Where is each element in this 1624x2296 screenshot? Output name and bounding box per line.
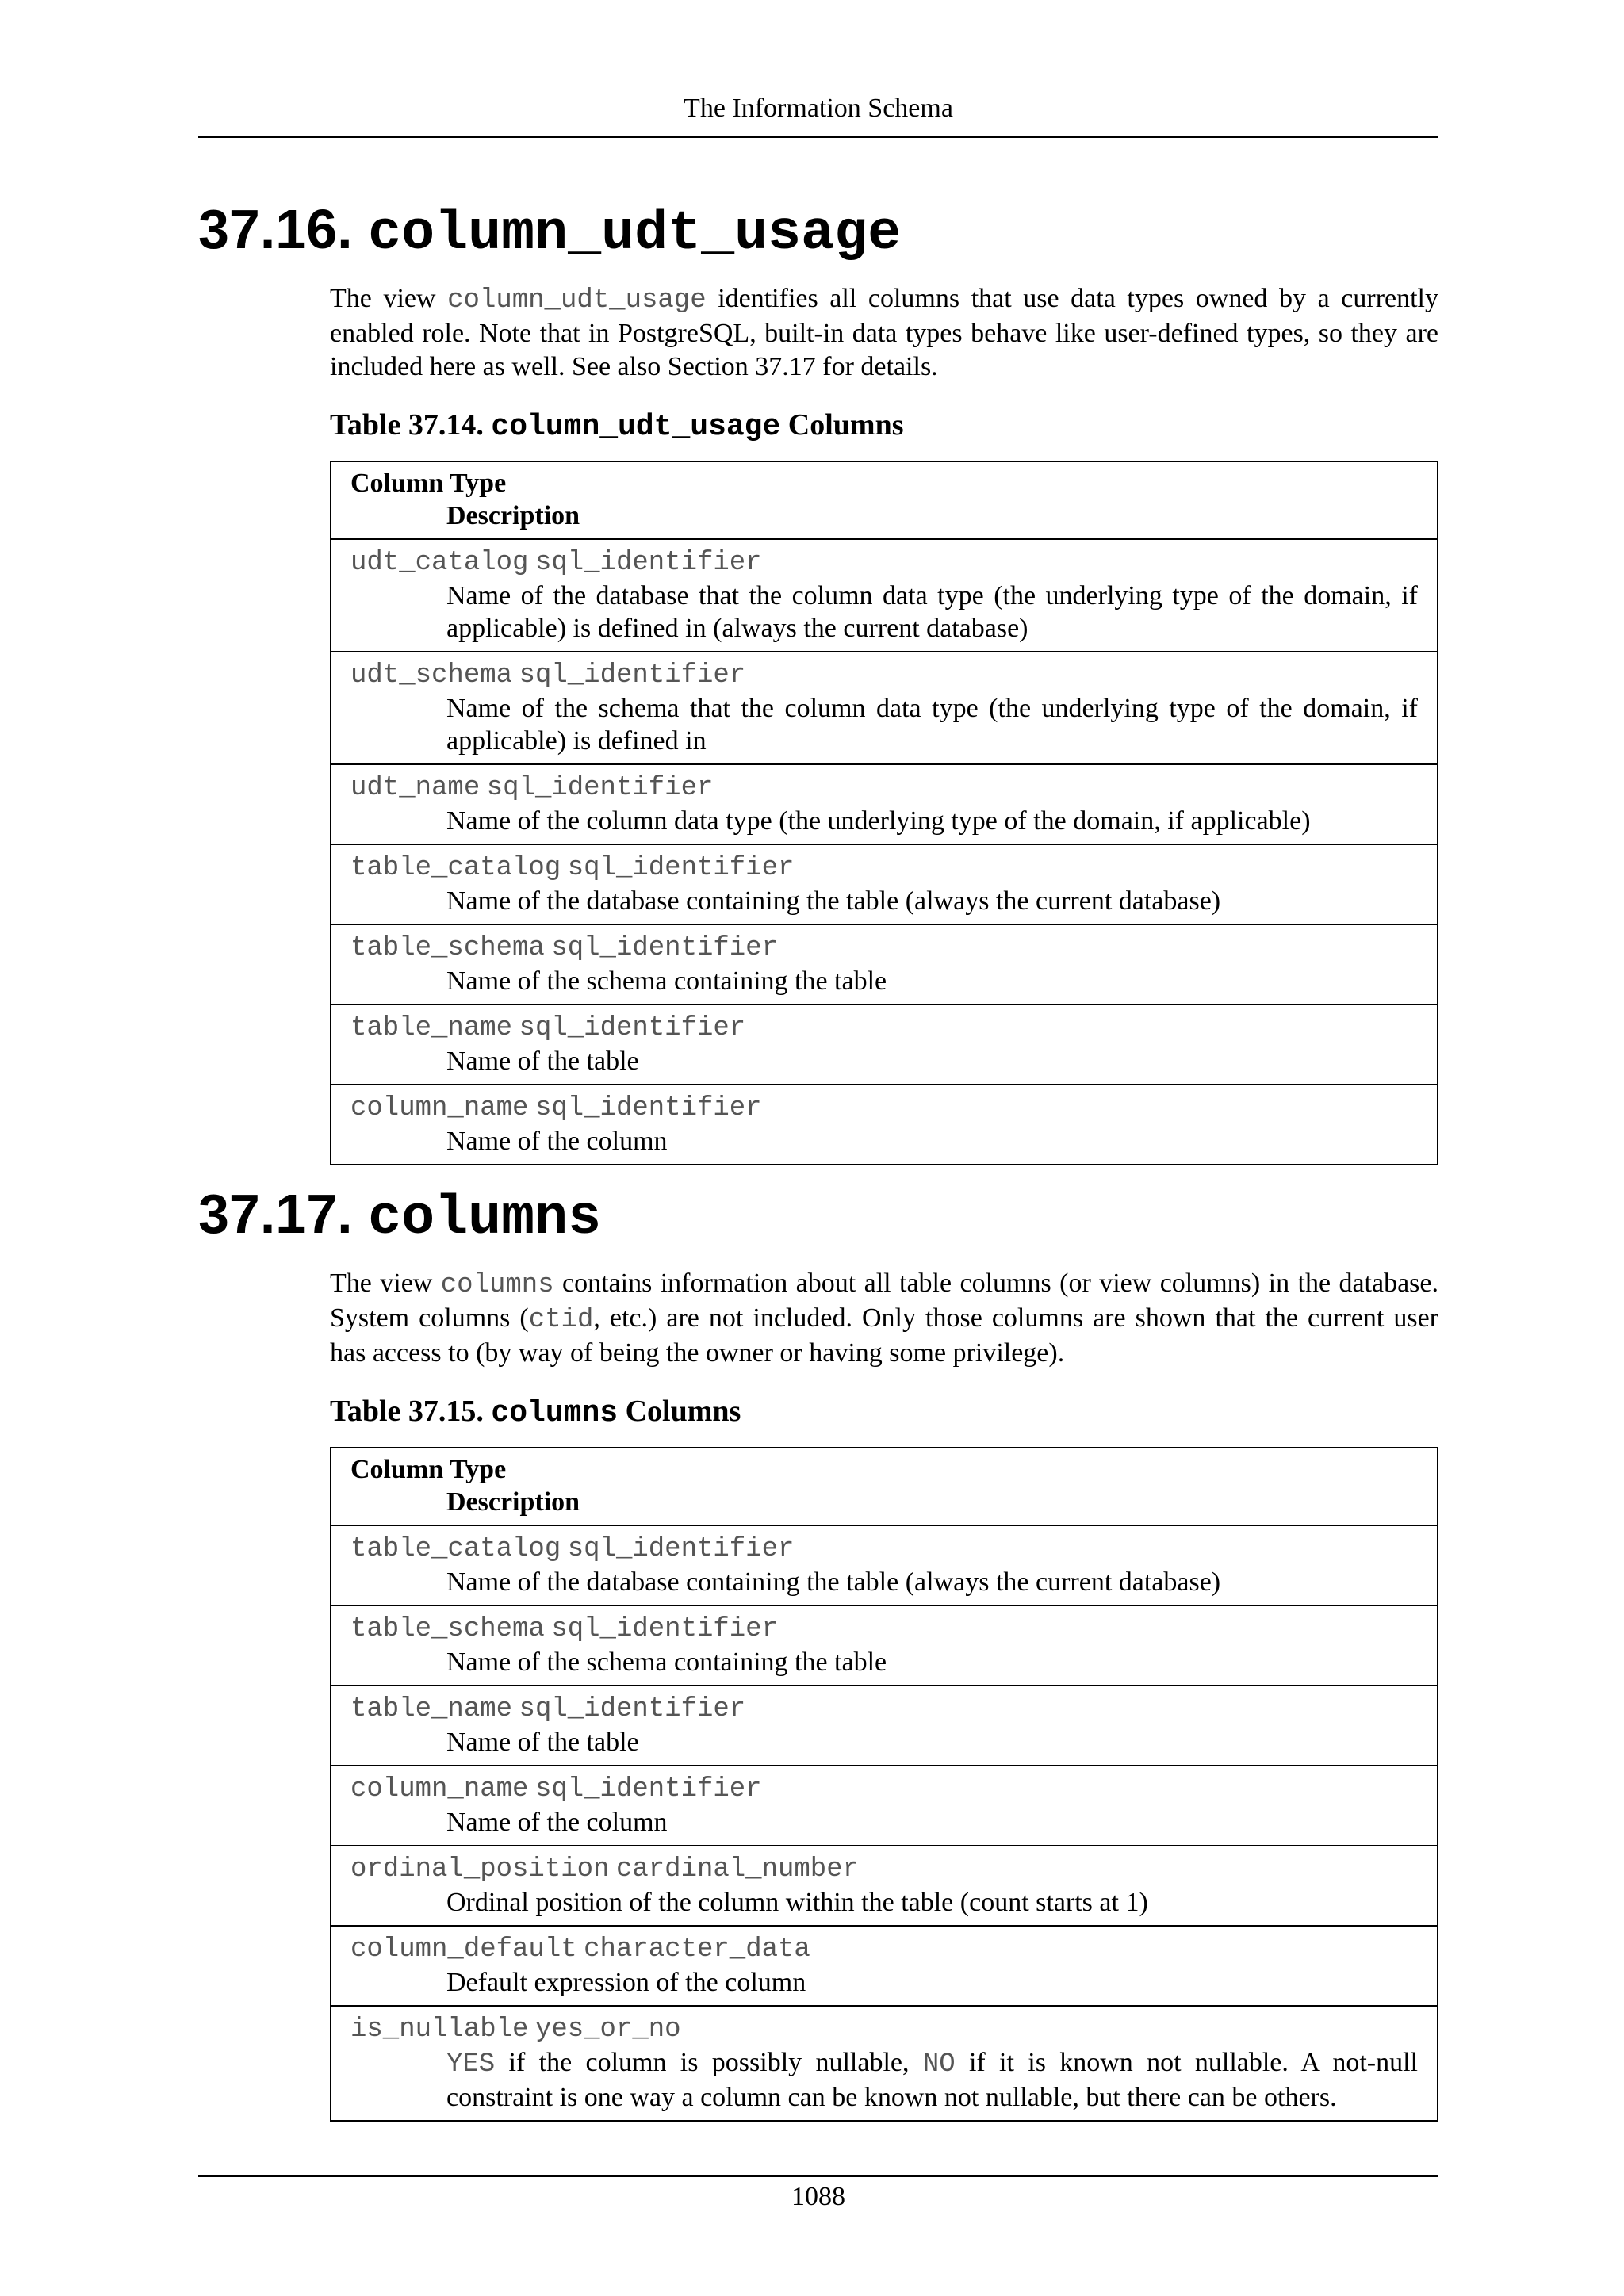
text-run: contains information about all table columns (or view columns) in the database. System columns ( bbox=[330, 1269, 1438, 1333]
column-signature bbox=[350, 930, 1418, 965]
section-number: 37.17. bbox=[198, 1183, 353, 1245]
column-description bbox=[446, 2046, 1418, 2114]
table-cell bbox=[331, 1926, 1438, 2006]
header-rule bbox=[198, 136, 1438, 138]
caption-code: columns bbox=[491, 1396, 619, 1430]
column-description bbox=[446, 692, 1418, 757]
column-name: column_name bbox=[350, 1774, 529, 1804]
section-number: 37.16. bbox=[198, 198, 353, 260]
column-signature bbox=[350, 1771, 1418, 1806]
column-type: cardinal_number bbox=[615, 1854, 860, 1885]
table-cell bbox=[331, 1686, 1438, 1766]
column-type: sql_identifier bbox=[551, 1614, 778, 1644]
column-description bbox=[446, 885, 1418, 917]
text-run: Name of the table bbox=[446, 1047, 639, 1076]
column-description bbox=[446, 1045, 1418, 1077]
text-run: Name of the schema that the column data type (the underlying type of the domain, if applicable) is defined in bbox=[446, 694, 1418, 756]
column-description bbox=[446, 1966, 1418, 1999]
page-number: 1088 bbox=[791, 2182, 845, 2211]
table-row bbox=[331, 1605, 1438, 1686]
text-run: if it is known not nullable. A not-null constraint is one way a column can be known not nullable, but there can be others. bbox=[446, 2048, 1419, 2112]
header-column-type: Column Type bbox=[350, 1455, 507, 1484]
inline-code: ctid bbox=[528, 1305, 594, 1335]
column-name: is_nullable bbox=[350, 2015, 529, 2045]
footer-rule bbox=[198, 2175, 1438, 2177]
column-description bbox=[446, 965, 1418, 997]
text-run: Name of the schema containing the table bbox=[446, 966, 887, 996]
table-row bbox=[331, 1004, 1438, 1085]
column-description bbox=[446, 1646, 1418, 1678]
table-row bbox=[331, 924, 1438, 1004]
column-signature bbox=[350, 1611, 1418, 1646]
caption-prefix: Table 37.14. bbox=[330, 408, 492, 442]
header-description: Description bbox=[446, 1487, 580, 1517]
table-cell bbox=[331, 2006, 1438, 2121]
column-signature bbox=[350, 1090, 1418, 1125]
column-type: sql_identifier bbox=[519, 660, 746, 691]
header-cell bbox=[331, 461, 1438, 539]
section-title bbox=[198, 194, 1438, 270]
text-run: Ordinal position of the column within the table (count starts at 1) bbox=[446, 1888, 1148, 1917]
text-run: if the column is possibly nullable, bbox=[495, 2048, 923, 2077]
table-row bbox=[331, 1085, 1438, 1165]
column-signature bbox=[350, 770, 1418, 805]
table-cell bbox=[331, 652, 1438, 764]
column-signature bbox=[350, 850, 1418, 885]
column-signature bbox=[350, 657, 1418, 692]
column-description bbox=[446, 580, 1418, 645]
column-type: sql_identifier bbox=[567, 1534, 795, 1564]
table-cell bbox=[331, 844, 1438, 924]
column-type: character_data bbox=[584, 1934, 810, 1965]
table-cell bbox=[331, 764, 1438, 844]
column-name: column_default bbox=[350, 1934, 577, 1965]
column-type: sql_identifier bbox=[567, 853, 795, 883]
text-run: identifies all columns that use data types owned by a currently enabled role. Note that in PostgreSQL, built-in data types behave like user-defined types, so they are included here as well. See also Section 37.17 for details. bbox=[330, 284, 1438, 381]
table-cell bbox=[331, 1525, 1438, 1605]
columns-table bbox=[330, 461, 1438, 1165]
text-run: The view bbox=[330, 1269, 441, 1298]
column-signature bbox=[350, 1010, 1418, 1045]
table-row bbox=[331, 652, 1438, 764]
column-name: ordinal_position bbox=[350, 1854, 610, 1885]
table-caption bbox=[330, 1392, 1438, 1433]
text-run: The view bbox=[330, 284, 448, 313]
header-description: Description bbox=[446, 501, 580, 530]
column-name: table_name bbox=[350, 1694, 513, 1724]
text-run: Name of the database containing the table (always the current database) bbox=[446, 1567, 1221, 1597]
table-row bbox=[331, 2006, 1438, 2121]
section-title bbox=[198, 1179, 1438, 1254]
text-run: Name of the database that the column data type (the underlying type of the domain, if applicable) is defined in (always the current database) bbox=[446, 581, 1418, 643]
section-code: column_udt_usage bbox=[368, 203, 902, 266]
column-signature bbox=[350, 1851, 1418, 1886]
column-name: table_catalog bbox=[350, 853, 561, 883]
column-signature bbox=[350, 1691, 1418, 1726]
column-description bbox=[446, 805, 1418, 837]
column-type: sql_identifier bbox=[519, 1694, 746, 1724]
text-run: Name of the column bbox=[446, 1808, 668, 1837]
column-name: table_schema bbox=[350, 1614, 545, 1644]
inline-code: columns bbox=[440, 1270, 554, 1300]
column-signature bbox=[350, 2011, 1418, 2046]
text-run: Name of the schema containing the table bbox=[446, 1647, 887, 1677]
caption-suffix: Columns bbox=[618, 1395, 741, 1428]
column-signature bbox=[350, 1931, 1418, 1966]
table-header-row bbox=[331, 1448, 1438, 1525]
table-row bbox=[331, 1525, 1438, 1605]
table-row bbox=[331, 539, 1438, 652]
table-row bbox=[331, 1686, 1438, 1766]
text-run: Name of the column data type (the underlying type of the domain, if applicable) bbox=[446, 806, 1311, 836]
column-name: table_catalog bbox=[350, 1534, 561, 1564]
table-cell bbox=[331, 924, 1438, 1004]
table-row bbox=[331, 1766, 1438, 1846]
text-run: Default expression of the column bbox=[446, 1968, 806, 1997]
column-description bbox=[446, 1566, 1418, 1598]
caption-prefix: Table 37.15. bbox=[330, 1395, 492, 1428]
text-run: Name of the table bbox=[446, 1728, 639, 1757]
intro-paragraph bbox=[330, 1267, 1438, 1370]
text-run: Name of the column bbox=[446, 1127, 668, 1156]
table-row bbox=[331, 844, 1438, 924]
section-column-udt-usage bbox=[198, 194, 1438, 1165]
intro-paragraph bbox=[330, 282, 1438, 384]
table-row bbox=[331, 1926, 1438, 2006]
table-header-row bbox=[331, 461, 1438, 539]
column-name: table_schema bbox=[350, 933, 545, 963]
column-type: sql_identifier bbox=[486, 773, 714, 803]
running-header: The Information Schema bbox=[684, 94, 953, 123]
column-name: table_name bbox=[350, 1013, 513, 1043]
column-description bbox=[446, 1886, 1418, 1919]
text-run: , etc.) are not included. Only those columns are shown that the current user has access to (by way of being the owner or having some privilege). bbox=[330, 1303, 1438, 1368]
table-cell bbox=[331, 1085, 1438, 1165]
inline-code: NO bbox=[922, 2049, 956, 2080]
column-signature bbox=[350, 1531, 1418, 1566]
columns-table bbox=[330, 1447, 1438, 2122]
column-type: sql_identifier bbox=[534, 1093, 762, 1123]
column-signature bbox=[350, 545, 1418, 580]
table-row bbox=[331, 764, 1438, 844]
header-cell bbox=[331, 1448, 1438, 1525]
column-type: yes_or_no bbox=[534, 2015, 681, 2045]
column-description bbox=[446, 1806, 1418, 1839]
column-description bbox=[446, 1125, 1418, 1158]
column-name: udt_name bbox=[350, 773, 481, 803]
inline-code: YES bbox=[446, 2049, 496, 2080]
column-type: sql_identifier bbox=[551, 933, 778, 963]
table-cell bbox=[331, 1846, 1438, 1926]
column-name: udt_schema bbox=[350, 660, 513, 691]
table-caption bbox=[330, 406, 1438, 446]
caption-code: column_udt_usage bbox=[491, 410, 781, 444]
table-cell bbox=[331, 1605, 1438, 1686]
caption-suffix: Columns bbox=[780, 408, 904, 442]
column-type: sql_identifier bbox=[534, 1774, 762, 1804]
column-description bbox=[446, 1726, 1418, 1758]
column-type: sql_identifier bbox=[519, 1013, 746, 1043]
column-type: sql_identifier bbox=[534, 548, 762, 578]
table-cell bbox=[331, 1766, 1438, 1846]
section-code: columns bbox=[368, 1188, 602, 1250]
header-column-type: Column Type bbox=[350, 469, 507, 498]
table-row bbox=[331, 1846, 1438, 1926]
table-cell bbox=[331, 1004, 1438, 1085]
table-cell bbox=[331, 539, 1438, 652]
inline-code: column_udt_usage bbox=[447, 285, 707, 316]
text-run: Name of the database containing the table (always the current database) bbox=[446, 886, 1221, 916]
column-name: udt_catalog bbox=[350, 548, 529, 578]
column-name: column_name bbox=[350, 1093, 529, 1123]
section-columns bbox=[198, 1179, 1438, 2122]
